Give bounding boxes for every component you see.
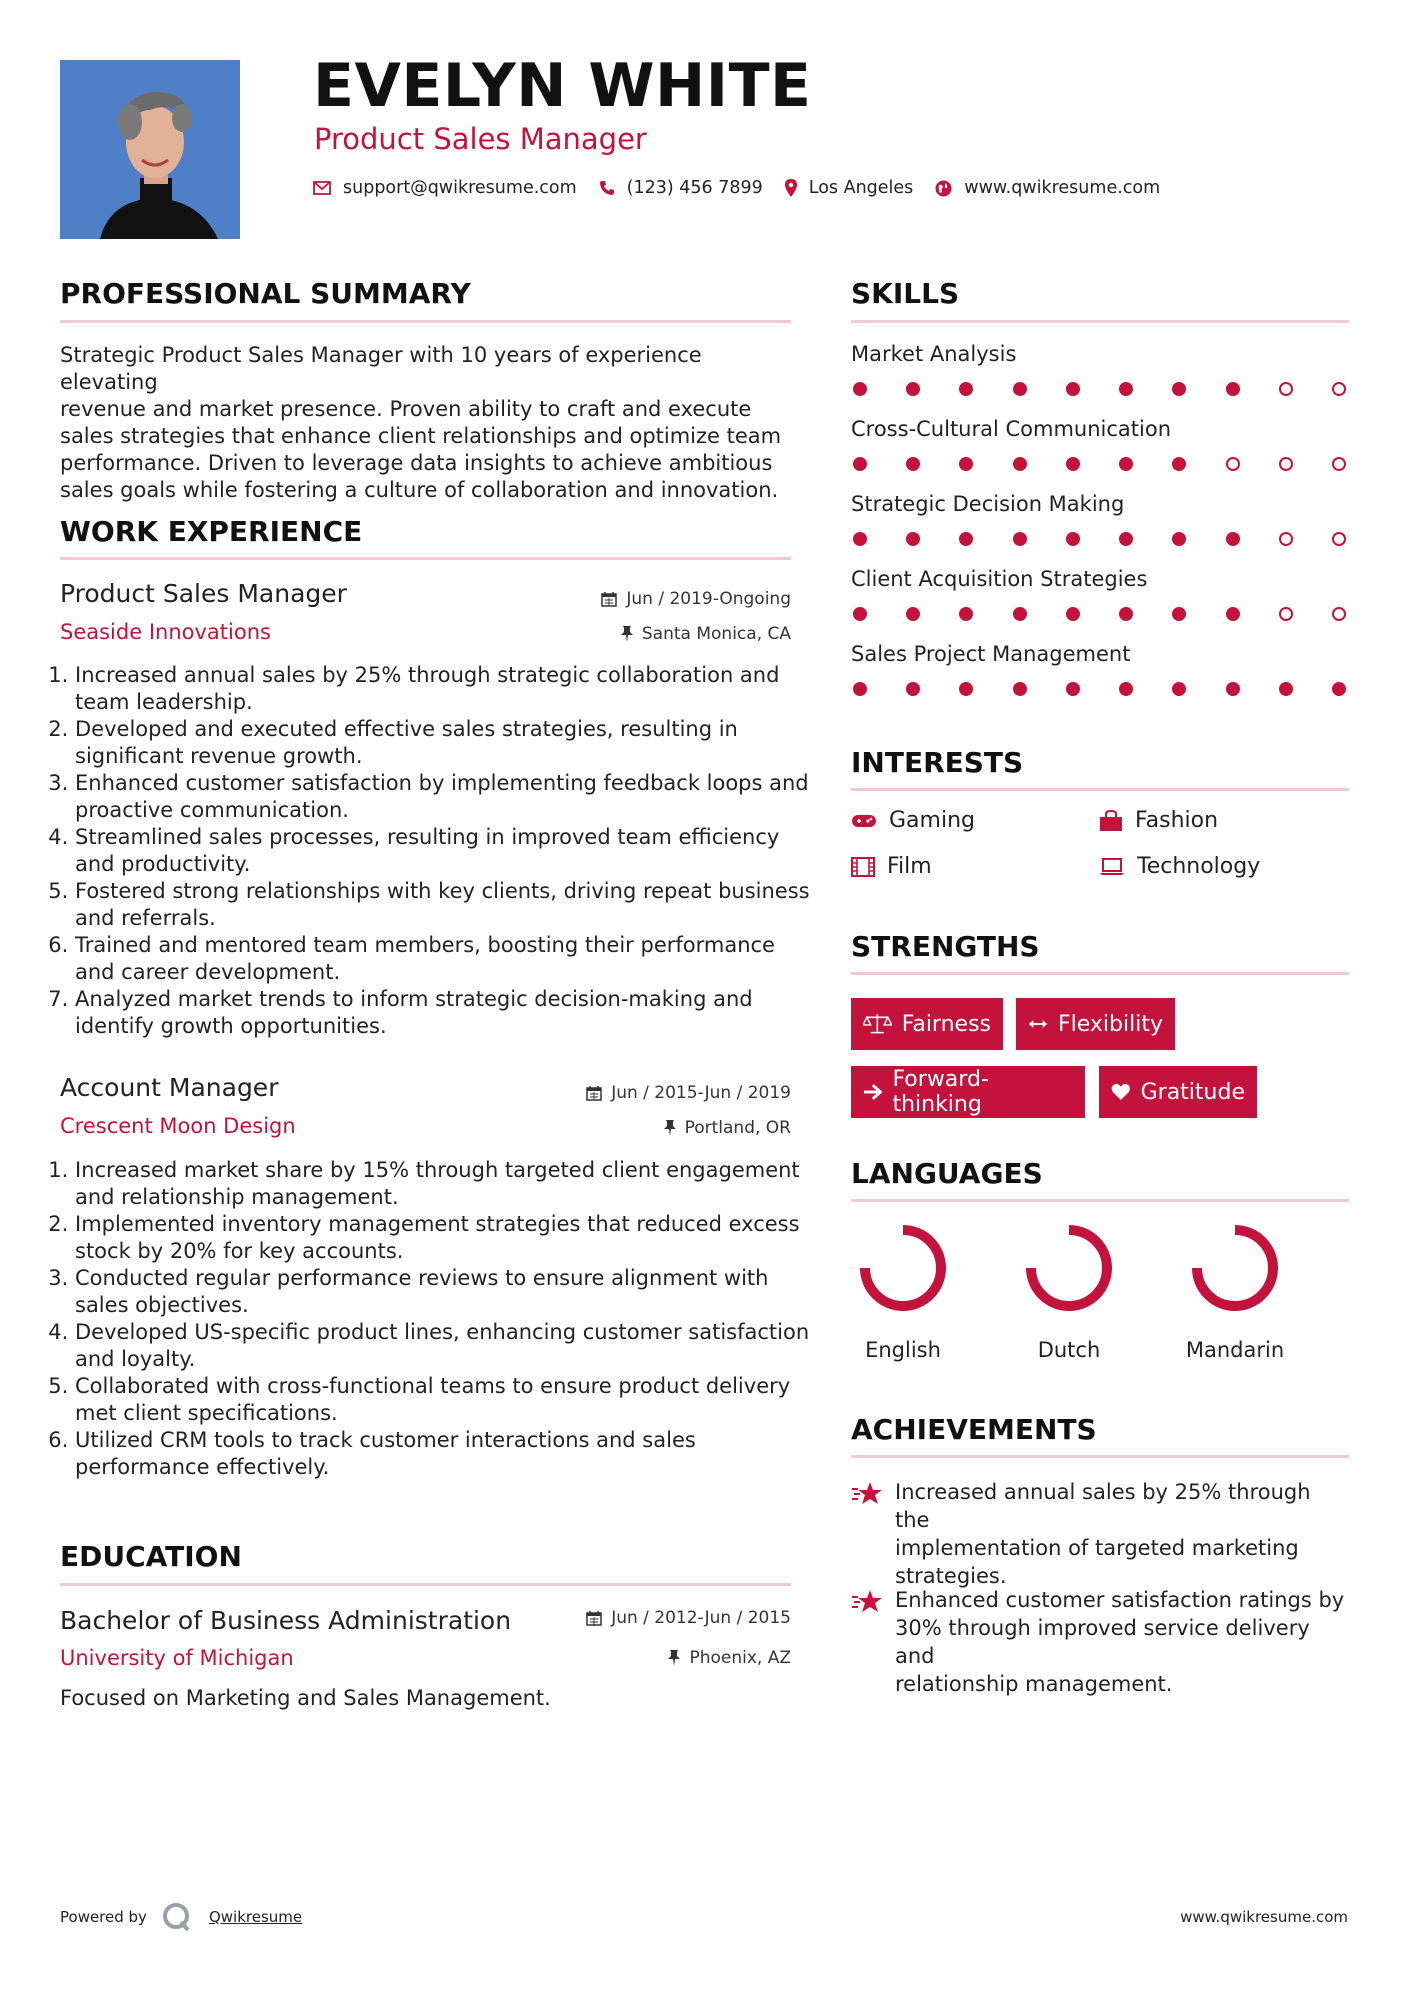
phone-icon: [599, 180, 615, 196]
qwikresume-logo-icon: [161, 1902, 195, 1932]
rating-dot-filled: [1119, 532, 1133, 546]
contact-website[interactable]: [935, 178, 1160, 198]
gauge-arc: [865, 1230, 941, 1306]
section-divider: [851, 972, 1349, 975]
list-item: 4. Developed US-specific product lines, enhancing customer satisfaction and loyalty.: [75, 1319, 815, 1373]
section-title-education: EDUCATION: [60, 1540, 242, 1573]
envelope-icon: [313, 181, 331, 195]
list-item: 3. Conducted regular performance reviews to ensure alignment with sales objectives.: [75, 1265, 815, 1319]
website-text: www.qwikresume.com: [964, 178, 1161, 198]
rating-dot-filled: [853, 607, 867, 621]
rating-dot-filled: [1066, 382, 1080, 396]
summary-line: Strategic Product Sales Manager with 10 years of experience elevating: [60, 343, 702, 394]
location-text: Los Angeles: [808, 178, 914, 198]
shopping-bag-icon: [1099, 810, 1123, 832]
email-text: support@qwikresume.com: [343, 178, 577, 198]
gauge-arc: [1197, 1230, 1273, 1306]
rating-dot-filled: [853, 682, 867, 696]
rating-dot-filled: [1172, 457, 1186, 471]
rating-dot-filled: [1066, 532, 1080, 546]
job-date: Jun / 2019-Ongoing: [601, 589, 791, 609]
section-title-achievements: ACHIEVEMENTS: [851, 1413, 1097, 1446]
laptop-icon: [1099, 858, 1125, 876]
skill-name: Client Acquisition Strategies: [851, 567, 1148, 591]
skill-rating: [853, 607, 1346, 621]
powered-by-label: Powered by: [60, 1908, 147, 1926]
education-note: Focused on Marketing and Sales Management.: [60, 1686, 551, 1710]
skill-rating: [853, 457, 1346, 471]
footer-website[interactable]: www.qwikresume.com: [1180, 1908, 1348, 1926]
star-award-icon: [851, 1480, 883, 1508]
rating-dot-empty: [1279, 607, 1293, 621]
heart-icon: [1111, 1082, 1131, 1102]
rating-dot-filled: [1172, 682, 1186, 696]
phone-text: (123) 456 7899: [626, 178, 763, 198]
rating-dot-filled: [1332, 682, 1346, 696]
strength-badge-forward-thinking: Forward-thinking: [851, 1066, 1085, 1118]
rating-dot-filled: [1013, 607, 1027, 621]
section-divider: [851, 788, 1349, 791]
section-divider: [60, 557, 791, 560]
list-item: 1. Increased annual sales by 25% through strategic collaboration and team leadership.: [75, 662, 815, 716]
skill-rating: [853, 682, 1346, 696]
rating-dot-filled: [1066, 682, 1080, 696]
achievement-item: [851, 1478, 1351, 1590]
calendar-icon: [586, 1085, 602, 1101]
section-title-experience: WORK EXPERIENCE: [60, 515, 363, 548]
achievement-item: [851, 1586, 1351, 1698]
list-item: 5. Collaborated with cross-functional teams to ensure product delivery met client specifications.: [75, 1373, 815, 1427]
rating-dot-filled: [853, 532, 867, 546]
section-divider: [60, 1583, 791, 1586]
list-item: 2. Developed and executed effective sales strategies, resulting in significant revenue growth.: [75, 716, 815, 770]
footer-powered-by: [60, 1902, 302, 1932]
pushpin-icon: [668, 1650, 680, 1666]
job-bullets: [57, 662, 815, 1040]
section-divider: [60, 320, 791, 323]
calendar-icon: [586, 1610, 602, 1626]
skill-name: Cross-Cultural Communication: [851, 417, 1172, 441]
map-pin-icon: [785, 179, 797, 197]
summary-line: sales goals while fostering a culture of collaboration and innovation.: [60, 478, 779, 502]
rating-dot-filled: [1279, 682, 1293, 696]
rating-dot-filled: [1013, 682, 1027, 696]
education-date: Jun / 2012-Jun / 2015: [586, 1608, 791, 1628]
rating-dot-filled: [1172, 607, 1186, 621]
rating-dot-filled: [1119, 457, 1133, 471]
rating-dot-filled: [1119, 382, 1133, 396]
profile-photo: [60, 60, 240, 239]
achievement-text: Enhanced customer satisfaction ratings by 30% through improved service delivery and relationship management.: [895, 1588, 1345, 1696]
rating-dot-filled: [959, 457, 973, 471]
list-item: 3. Enhanced customer satisfaction by implementing feedback loops and proactive communication.: [75, 770, 815, 824]
arrow-right-icon: [863, 1083, 882, 1101]
rating-dot-empty: [1332, 532, 1346, 546]
list-item: 6. Trained and mentored team members, boosting their performance and career development.: [75, 932, 815, 986]
interest-film: Film: [851, 854, 932, 879]
language-gauge: [1191, 1224, 1279, 1316]
language-gauge: [859, 1224, 947, 1316]
candidate-name: EVELYN WHITE: [313, 51, 812, 121]
education-location: Phoenix, AZ: [668, 1648, 791, 1668]
job-company: Seaside Innovations: [60, 620, 271, 644]
job-title: Account Manager: [60, 1073, 279, 1102]
contact-email[interactable]: [313, 178, 577, 198]
rating-dot-filled: [959, 682, 973, 696]
star-award-icon: [851, 1588, 883, 1616]
job-location: Portland, OR: [664, 1118, 791, 1138]
rating-dot-filled: [1119, 607, 1133, 621]
skill-rating: [853, 382, 1346, 396]
skill-rating: [853, 532, 1346, 546]
interest-technology: Technology: [1099, 854, 1260, 879]
calendar-icon: [601, 591, 617, 607]
achievement-text: Increased annual sales by 25% through the implementation of targeted marketing strategies.: [895, 1480, 1311, 1588]
summary-line: revenue and market presence. Proven ability to craft and execute: [60, 397, 752, 421]
strength-badge-fairness: Fairness: [851, 998, 1003, 1050]
rating-dot-filled: [853, 382, 867, 396]
rating-dot-filled: [1226, 382, 1240, 396]
section-title-summary: PROFESSIONAL SUMMARY: [60, 277, 471, 310]
rating-dot-empty: [1279, 382, 1293, 396]
summary-text: [60, 342, 800, 504]
rating-dot-filled: [1066, 457, 1080, 471]
language-name: English: [865, 1338, 941, 1362]
rating-dot-empty: [1332, 457, 1346, 471]
job-company: Crescent Moon Design: [60, 1114, 296, 1138]
education-degree: Bachelor of Business Administration: [60, 1606, 512, 1635]
brand-link[interactable]: Qwikresume: [208, 1908, 303, 1926]
rating-dot-filled: [906, 382, 920, 396]
section-divider: [851, 1199, 1349, 1202]
interest-gaming: Gaming: [851, 808, 975, 833]
job-bullets: [57, 1157, 815, 1481]
rating-dot-filled: [1066, 607, 1080, 621]
contact-location: [785, 178, 914, 198]
rating-dot-filled: [906, 682, 920, 696]
strength-badge-flexibility: Flexibility: [1016, 998, 1175, 1050]
rating-dot-filled: [1172, 382, 1186, 396]
language-gauge: [1025, 1224, 1113, 1316]
education-school: University of Michigan: [60, 1646, 294, 1670]
job-title: Product Sales Manager: [60, 579, 347, 608]
rating-dot-filled: [906, 607, 920, 621]
skill-name: Strategic Decision Making: [851, 492, 1125, 516]
rating-dot-empty: [1332, 607, 1346, 621]
rating-dot-filled: [1226, 532, 1240, 546]
section-title-languages: LANGUAGES: [851, 1157, 1043, 1190]
candidate-role: Product Sales Manager: [314, 122, 647, 156]
rating-dot-filled: [1119, 682, 1133, 696]
summary-line: sales strategies that enhance client relationships and optimize team: [60, 424, 782, 448]
section-title-skills: SKILLS: [851, 277, 960, 310]
list-item: 1. Increased market share by 15% through targeted client engagement and relationship management.: [75, 1157, 815, 1211]
rating-dot-filled: [1013, 382, 1027, 396]
rating-dot-filled: [1013, 532, 1027, 546]
list-item: 2. Implemented inventory management strategies that reduced excess stock by 20% for key accounts.: [75, 1211, 815, 1265]
contact-phone[interactable]: [599, 178, 763, 198]
rating-dot-filled: [959, 532, 973, 546]
rating-dot-filled: [906, 532, 920, 546]
globe-icon: [935, 180, 952, 197]
list-item: 7. Analyzed market trends to inform strategic decision-making and identify growth opportunities.: [75, 986, 815, 1040]
summary-line: performance. Driven to leverage data insights to achieve ambitious: [60, 451, 773, 475]
rating-dot-filled: [1226, 682, 1240, 696]
section-title-strengths: STRENGTHS: [851, 930, 1040, 963]
job-date: Jun / 2015-Jun / 2019: [586, 1083, 791, 1103]
gamepad-icon: [851, 813, 877, 829]
rating-dot-empty: [1332, 382, 1346, 396]
balance-scale-icon: [863, 1013, 892, 1035]
arrows-horizontal-icon: [1028, 1017, 1048, 1031]
section-divider: [851, 320, 1349, 323]
rating-dot-filled: [1172, 532, 1186, 546]
list-item: 6. Utilized CRM tools to track customer interactions and sales performance effectively.: [75, 1427, 815, 1481]
rating-dot-filled: [853, 457, 867, 471]
interest-fashion: Fashion: [1099, 808, 1218, 833]
contact-bar: [313, 178, 1182, 198]
rating-dot-empty: [1226, 457, 1240, 471]
strength-badge-gratitude: Gratitude: [1099, 1066, 1257, 1118]
skill-name: Sales Project Management: [851, 642, 1131, 666]
list-item: 5. Fostered strong relationships with key clients, driving repeat business and referrals.: [75, 878, 815, 932]
section-divider: [851, 1455, 1349, 1458]
rating-dot-filled: [1013, 457, 1027, 471]
rating-dot-empty: [1279, 532, 1293, 546]
rating-dot-filled: [959, 607, 973, 621]
rating-dot-filled: [959, 382, 973, 396]
list-item: 4. Streamlined sales processes, resulting in improved team efficiency and productivity.: [75, 824, 815, 878]
language-name: Dutch: [1037, 1338, 1101, 1362]
pushpin-icon: [621, 626, 633, 642]
section-title-interests: INTERESTS: [851, 746, 1024, 779]
language-name: Mandarin: [1185, 1338, 1285, 1362]
skill-name: Market Analysis: [851, 342, 1017, 366]
rating-dot-filled: [1226, 607, 1240, 621]
pushpin-icon: [664, 1120, 676, 1136]
rating-dot-filled: [906, 457, 920, 471]
rating-dot-empty: [1279, 457, 1293, 471]
job-location: Santa Monica, CA: [621, 624, 791, 644]
film-icon: [851, 857, 875, 877]
gauge-arc: [1031, 1230, 1107, 1306]
